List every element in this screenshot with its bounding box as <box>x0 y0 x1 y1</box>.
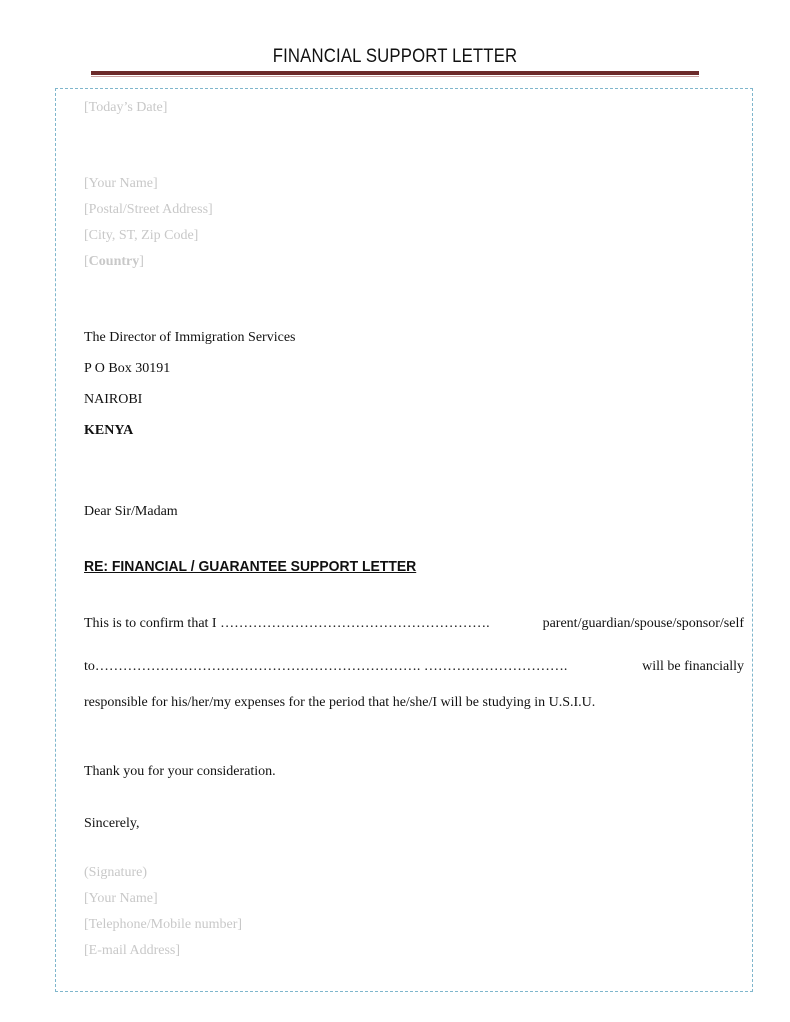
sender-address-placeholder[interactable]: [Postal/Street Address] <box>84 202 213 217</box>
thanks-line: Thank you for your consideration. <box>84 764 276 779</box>
country-label: Country <box>88 254 140 269</box>
recipient-line-2: P O Box 30191 <box>84 361 171 376</box>
sender-city-placeholder[interactable]: [City, ST, Zip Code] <box>84 228 199 243</box>
body-line-1 <box>84 616 744 632</box>
recipient-line-1: The Director of Immigration Services <box>84 330 296 345</box>
signature-placeholder[interactable]: (Signature) <box>84 865 147 880</box>
sender-name-placeholder[interactable]: [Your Name] <box>84 176 158 191</box>
title-divider <box>91 71 699 75</box>
body-line-3: responsible for his/her/my expenses for the period that he/she/I will be studying in U.S.I.U. <box>84 695 596 710</box>
body-line-2-end: will be financially <box>642 659 744 674</box>
recipient-line-3: NAIROBI <box>84 392 143 407</box>
body-line-1-start[interactable]: This is to confirm that I …………………………………………………. <box>84 616 490 631</box>
salutation: Dear Sir/Madam <box>84 504 178 519</box>
signer-name-placeholder[interactable]: [Your Name] <box>84 891 158 906</box>
document-title: FINANCIAL SUPPORT LETTER <box>272 46 518 67</box>
phone-placeholder[interactable]: [Telephone/Mobile number] <box>84 917 243 932</box>
body-line-1-end: parent/guardian/spouse/sponsor/self <box>542 616 744 631</box>
letter-frame <box>55 88 753 992</box>
bracket-close: ] <box>139 254 144 269</box>
recipient-line-4: KENYA <box>84 423 134 438</box>
body-line-2 <box>84 659 744 675</box>
body-line-2-start[interactable]: to……………………………………………………………. …………………………. <box>84 659 568 674</box>
bracket-open: [ <box>84 254 89 269</box>
closing-line: Sincerely, <box>84 816 140 831</box>
subject-line: RE: FINANCIAL / GUARANTEE SUPPORT LETTER <box>84 558 417 575</box>
sender-country-placeholder[interactable] <box>84 254 144 270</box>
email-placeholder[interactable]: [E-mail Address] <box>84 943 181 958</box>
date-placeholder[interactable]: [Today’s Date] <box>84 100 168 115</box>
title-divider-shadow <box>91 76 699 77</box>
